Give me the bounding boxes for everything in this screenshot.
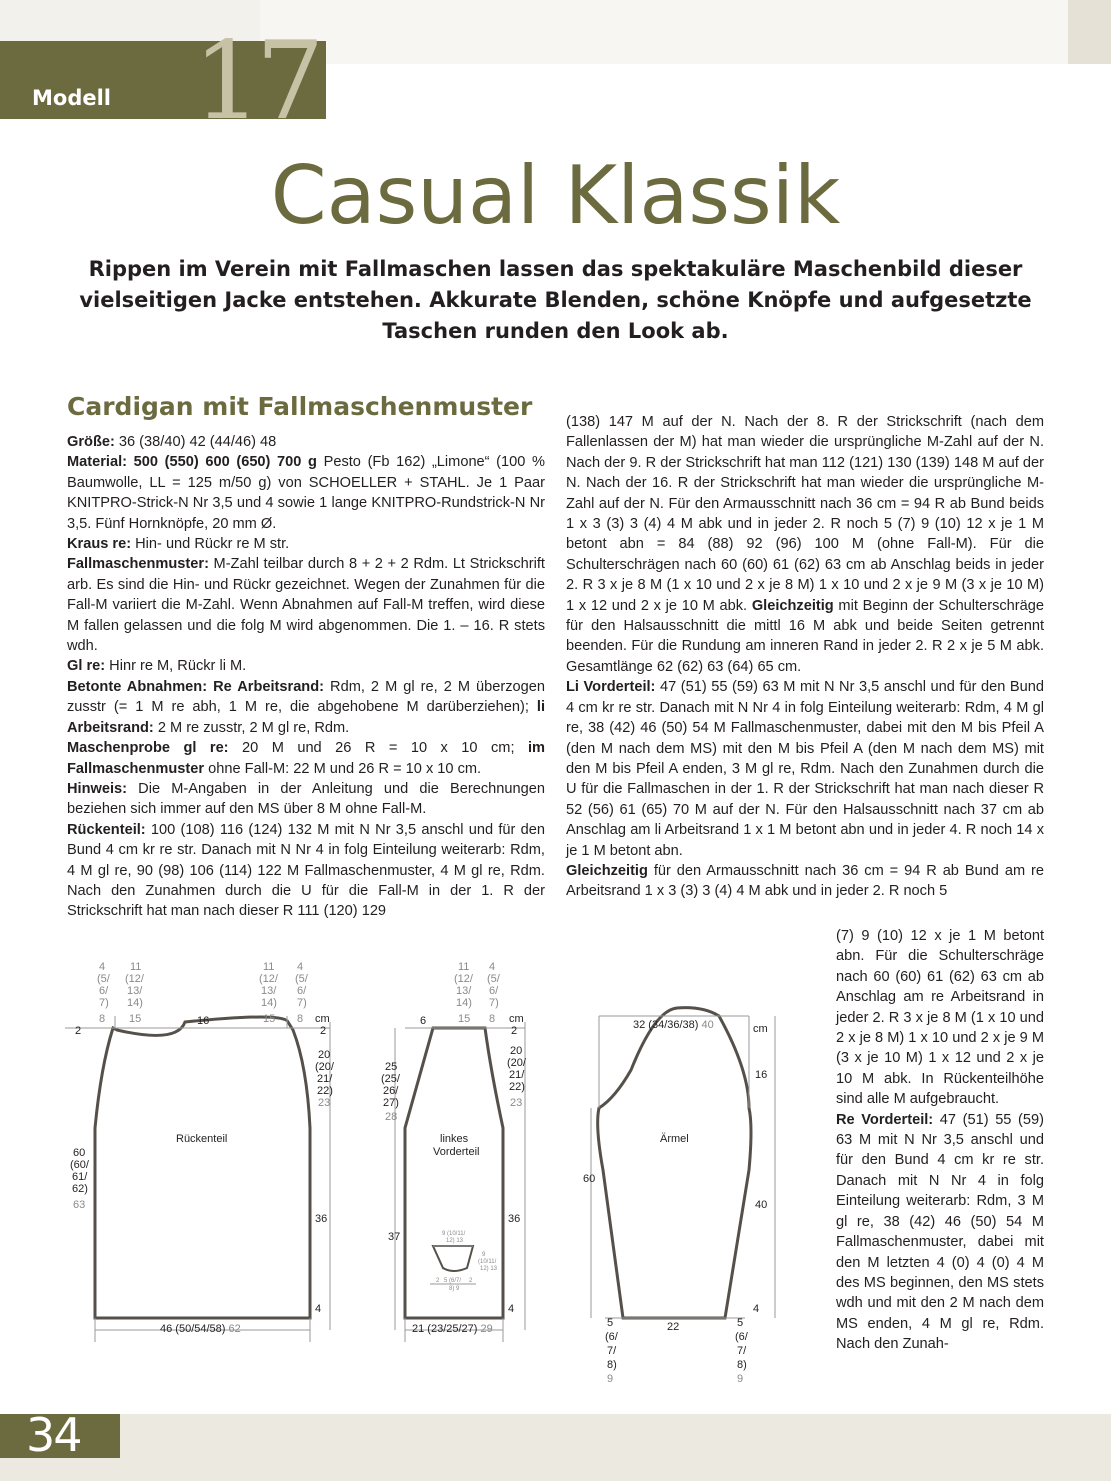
pocket-bottom: 2 5 (6/7/ 8) 92 bbox=[436, 1278, 473, 1292]
front-schematic bbox=[405, 1028, 503, 1318]
front-top-4: 4 (5/ 6/ 7) 8 bbox=[487, 961, 500, 1025]
paragraph-text: Hinr re M, Rückr li M. bbox=[105, 658, 247, 675]
back-top-mid: 16 bbox=[197, 1015, 210, 1027]
front-dimension-lines bbox=[395, 1022, 525, 1342]
paragraph-label: Material: 500 (550) 600 (650) 700 g bbox=[67, 454, 317, 471]
paragraph-label: Gleichzeitig bbox=[566, 862, 648, 879]
sleeve-height: 60 bbox=[583, 1173, 596, 1185]
left-column-paragraph bbox=[67, 554, 545, 656]
front-left-37: 37 bbox=[388, 1231, 401, 1243]
paragraph-text: Die M-Angaben in der Anleitung und die Berechnungen beziehen sich immer auf den MS über 8 M ohne Fall-M. bbox=[67, 780, 545, 818]
paragraph-text: 100 (108) 116 (124) 132 M mit N Nr 3,5 anschl und für den Bund 4 cm kr re str. Danach mit N Nr 4 in folg Einteilung weiterarb: Rdm, 4 M gl re, 90 (98) 106 (114) 122 M Fallmaschenmuster, 4 M gl re, Rdm. Nach den Zunahmen durch die U für die Fall-M in der 1. R der Strickschrift hat man nach dieser R 111 (120) 129 bbox=[67, 821, 545, 920]
paragraph-text: Pesto (Fb 162) „Limone“ (100 % Baumwolle, LL = 125 m/50 g) von SCHOELLER + STAHL. Je 1 Paar KNITPRO-Strick-N Nr 3,5 und 4 sowie 1 lange KNITPRO-Rundstrick-N Nr 3,5. Fünf Hornknöpfe, 20 mm Ø. bbox=[67, 454, 545, 532]
paragraph-text: für den Armausschnitt nach 36 cm = 94 R ab Bund am re Arbeitsrand 1 x 3 (3) 3 (4) 4 M abk und in jeder 2. R noch 5 bbox=[566, 862, 1044, 900]
back-right-2: 2 bbox=[320, 1025, 327, 1037]
back-top-right-4: 4 (5/ 6/ 7) 8 bbox=[295, 961, 308, 1025]
sleeve-labels bbox=[583, 1019, 768, 1385]
paragraph-text: mit Beginn der Schulterschräge für den Halsausschnitt die mittl 16 M abk und beide Seiten getrennt beenden. Für die Rundung am inneren Rand in jeder 2. R 2 x je 5 M abk. Gesamtlänge 62 (62) 63 (64) 65 cm. bbox=[566, 597, 1044, 675]
paragraph-text: Rdm, 2 M gl re, 2 M überzogen zusstr (= 1 M re abh, 1 M re, die abgehobene M darüberziehen); bbox=[67, 678, 545, 716]
front-cm: cm bbox=[509, 1013, 524, 1025]
pocket-top: 9 (10/11/ 12) 13 bbox=[442, 1231, 466, 1244]
front-side: 36 bbox=[508, 1213, 521, 1225]
page-subtitle: Rippen im Verein mit Fallmaschen lassen das spektakuläre Maschenbild dieser vielseitigen Jacke entstehen. Akkurate Blenden, schöne Knöpfe und aufgesetzte Taschen runden den Look ab. bbox=[79, 257, 1032, 343]
paragraph-label: Gl re: bbox=[67, 658, 106, 675]
paragraph-label: li Arbeitsrand: bbox=[67, 699, 545, 736]
sleeve-rib: 4 bbox=[753, 1303, 760, 1315]
paragraph-label: Betonte Abnahmen: Re Arbeitsrand: bbox=[67, 678, 325, 695]
paragraph-label: Kraus re: bbox=[67, 536, 132, 553]
back-name: Rückenteil bbox=[176, 1133, 228, 1145]
sleeve-dimension-lines bbox=[591, 1016, 775, 1318]
modell-number: 17 bbox=[193, 19, 319, 144]
left-column-paragraph bbox=[67, 779, 545, 820]
back-left-2: 2 bbox=[75, 1025, 82, 1037]
top-band-accent bbox=[1068, 0, 1111, 64]
narrow-column-paragraph bbox=[836, 1110, 1044, 1355]
paragraph-text: ohne Fall-M: 22 M und 26 R = 10 x 10 cm. bbox=[204, 760, 482, 777]
sleeve-right-5: 5 (6/ 7/ 8) 9 bbox=[735, 1317, 748, 1385]
narrow-column-paragraph bbox=[836, 926, 1044, 1110]
front-name-line1: linkes bbox=[440, 1133, 469, 1145]
back-height: 60 (60/ 61/ 62) 63 bbox=[70, 1147, 89, 1211]
left-column-paragraph bbox=[67, 820, 545, 922]
back-schematic bbox=[95, 1017, 310, 1318]
front-rib: 4 bbox=[508, 1303, 515, 1315]
right-column bbox=[566, 412, 1044, 902]
paragraph-text: 20 M und 26 R = 10 x 10 cm; bbox=[228, 740, 528, 757]
left-column-paragraph bbox=[67, 656, 545, 676]
back-labels bbox=[70, 961, 335, 1335]
modell-label: Modell bbox=[32, 86, 111, 110]
paragraph-text: Hin- und Rückr re M str. bbox=[131, 536, 290, 553]
paragraph-label: Maschenprobe gl re: bbox=[67, 740, 229, 757]
sleeve-length: 40 bbox=[755, 1199, 768, 1211]
paragraph-text: 36 (38/40) 42 (44/46) 48 bbox=[114, 434, 277, 450]
left-column-paragraph bbox=[67, 452, 545, 534]
paragraph-text: (7) 9 (10) 12 x je 1 M betont abn. Für die Schulterschräge nach 60 (60) 61 (62) 63 cm ab Anschlag am re Arbeitsrand in jeder 2. R 3 x je 8 M (1 x 10 und 2 x je 8 M) 1 x 10 und 2 x je 9 M (3 x je 10 M) 1 x 12 und 2 x je 10 M abk. In Rückenteilhöhe sind alle M aufgebraucht. bbox=[836, 928, 1044, 1108]
paragraph-text: 47 (51) 55 (59) 63 M mit N Nr 3,5 anschl und für den Bund 4 cm kr re str. Danach mit N Nr 4 in folg Einteilung weiterarb: Rdm, 3 M gl re, 38 (42) 46 (50) 54 M Fallmaschenmuster, dabei mit den M letzten 4 (0) 4 (0) 4 M des MS beginnen, den MS stets wdh und mit den 2 M nach dem MS enden, 4 M gl re, Rdm. Nach den Zunah- bbox=[836, 1111, 1044, 1353]
sleeve-schematic bbox=[598, 1008, 751, 1318]
sleeve-left-5: 5 (6/ 7/ 8) 9 bbox=[605, 1317, 618, 1385]
left-column-paragraph bbox=[67, 432, 545, 452]
front-armhole: 20 (20/ 21/ 22) 23 bbox=[507, 1045, 526, 1109]
sleeve-cap: 16 bbox=[755, 1069, 768, 1081]
section-heading: Cardigan mit Fallmaschenmuster bbox=[67, 392, 533, 421]
footer-band bbox=[0, 1414, 1111, 1481]
paragraph-label: Größe: bbox=[67, 434, 115, 450]
back-top-left-4: 4 (5/ 6/ 7) 8 bbox=[97, 961, 110, 1025]
top-band-light bbox=[260, 0, 1068, 64]
paragraph-text: M-Zahl teilbar durch 8 + 2 + 2 Rdm. Lt Strickschrift arb. Es sind die Hin- und Rückr gezeichnet. Wegen der Zunahmen für die Fall-M variiert die M-Zahl. Wenn Abnahmen auf Fall-M treffen, wird diese M fallen gelassen und die folg M wird abgenommen. Die 1. – 16. R stets wdh. bbox=[67, 556, 545, 655]
left-column-paragraph bbox=[67, 534, 545, 554]
paragraph-label: im Fallmaschenmuster bbox=[67, 740, 545, 777]
paragraph-text: 47 (51) 55 (59) 63 M mit N Nr 3,5 anschl und für den Bund 4 cm kr re str. Danach mit N Nr 4 in folg Einteilung weiterarb: Rdm, 4 M gl re, 38 (42) 46 (50) 54 M Fallmaschenmuster, dabei mit den M bis Pfeil A (den M nach dem MS) mit den M bis Pfeil A (den M nach dem MS) mit den M bis Pfeil A enden, 3 M gl re, Rdm. Nach den Zunahmen durch die U für die Fallmaschen in der 1. R der Strickschrift hat man nach dieser R 52 (56) 61 (65) 70 M auf der N. Für den Halsausschnitt nach 37 cm ab Anschlag am li Arbeitsrand 1 x 1 M betont abn und in jeder 4. R noch 14 x je 1 M betont abn. bbox=[566, 679, 1044, 859]
schematic-diagrams bbox=[55, 950, 795, 1390]
sleeve-name: Ärmel bbox=[660, 1133, 689, 1145]
page-title: Casual Klassik bbox=[270, 149, 841, 242]
front-right-2: 2 bbox=[511, 1025, 518, 1037]
narrow-column bbox=[836, 926, 1044, 1355]
back-top-left-11: 11 (12/ 13/ 14) 15 bbox=[125, 961, 144, 1025]
front-top-left: 6 bbox=[420, 1015, 427, 1027]
left-column-paragraph bbox=[67, 677, 545, 738]
back-rib: 4 bbox=[315, 1303, 322, 1315]
left-column-paragraph bbox=[67, 738, 545, 779]
right-column-paragraph bbox=[566, 677, 1044, 861]
front-top-11: 11 (12/ 13/ 14) 15 bbox=[454, 961, 473, 1025]
back-side: 36 bbox=[315, 1213, 328, 1225]
page-number: 34 bbox=[26, 1408, 81, 1462]
back-armhole: 20 (20/ 21/ 22) 23 bbox=[315, 1049, 334, 1109]
back-cm: cm bbox=[315, 1013, 330, 1025]
paragraph-text: (138) 147 M auf der N. Nach der 8. R der Strickschrift (nach dem Fallenlassen der M) hat man wieder die ursprüngliche M-Zahl auf der N. Nach der 9. R der Strickschrift hat man 112 (121) 130 (139) 148 M auf der N. Nach der 16. R der Strickschrift hat man wieder die ursprüngliche M-Zahl auf der N. Für den Armausschnitt nach 36 cm = 94 R ab Bund beids 1 x 3 (3) 3 (4) 4 M abk und in jeder 2. R noch 5 (7) 9 (10) 12 x je 1 M betont abn = 84 (88) 92 (96) 100 M (ohne Fall-M). Für die Schulterschrägen nach 60 (60) 61 (62) 63 cm ab Anschlag beids in jeder 2. R 3 x je 8 M (1 x 10 und 2 x je 8 M) 1 x 10 und 2 x je 9 M (3 x je 10 M) 1 x 12 und 2 x je 10 M abk. bbox=[566, 414, 1044, 614]
paragraph-label: Hinweis: bbox=[67, 780, 128, 797]
sleeve-cuff: 22 bbox=[667, 1321, 680, 1333]
paragraph-label: Gleichzeitig bbox=[751, 597, 834, 614]
paragraph-label: Fallmaschenmuster: bbox=[67, 556, 209, 573]
sleeve-top: 32 (34/36/38) 40 bbox=[633, 1019, 714, 1031]
front-neck: 25 (25/ 26/ 27) 28 bbox=[381, 1061, 400, 1123]
front-width: 21 (23/25/27) 29 bbox=[412, 1323, 493, 1335]
right-column-paragraph bbox=[566, 412, 1044, 677]
sleeve-cm: cm bbox=[753, 1023, 768, 1035]
paragraph-label: Li Vorderteil: bbox=[566, 679, 656, 696]
front-name-line2: Vorderteil bbox=[433, 1146, 480, 1158]
back-top-right-11: 11 (12/ 13/ 14) 15 bbox=[259, 961, 278, 1025]
front-labels bbox=[381, 961, 527, 1335]
paragraph-label: Re Vorderteil: bbox=[836, 1111, 934, 1128]
left-column bbox=[67, 432, 545, 922]
back-width: 46 (50/54/58) 62 bbox=[160, 1323, 241, 1335]
paragraph-label: Rückenteil: bbox=[67, 821, 146, 838]
pocket-side: 9 (10/11/ 12) 13 bbox=[478, 1252, 498, 1272]
paragraph-text: 2 M re zusstr, 2 M gl re, Rdm. bbox=[153, 719, 350, 736]
right-column-paragraph bbox=[566, 861, 1044, 902]
